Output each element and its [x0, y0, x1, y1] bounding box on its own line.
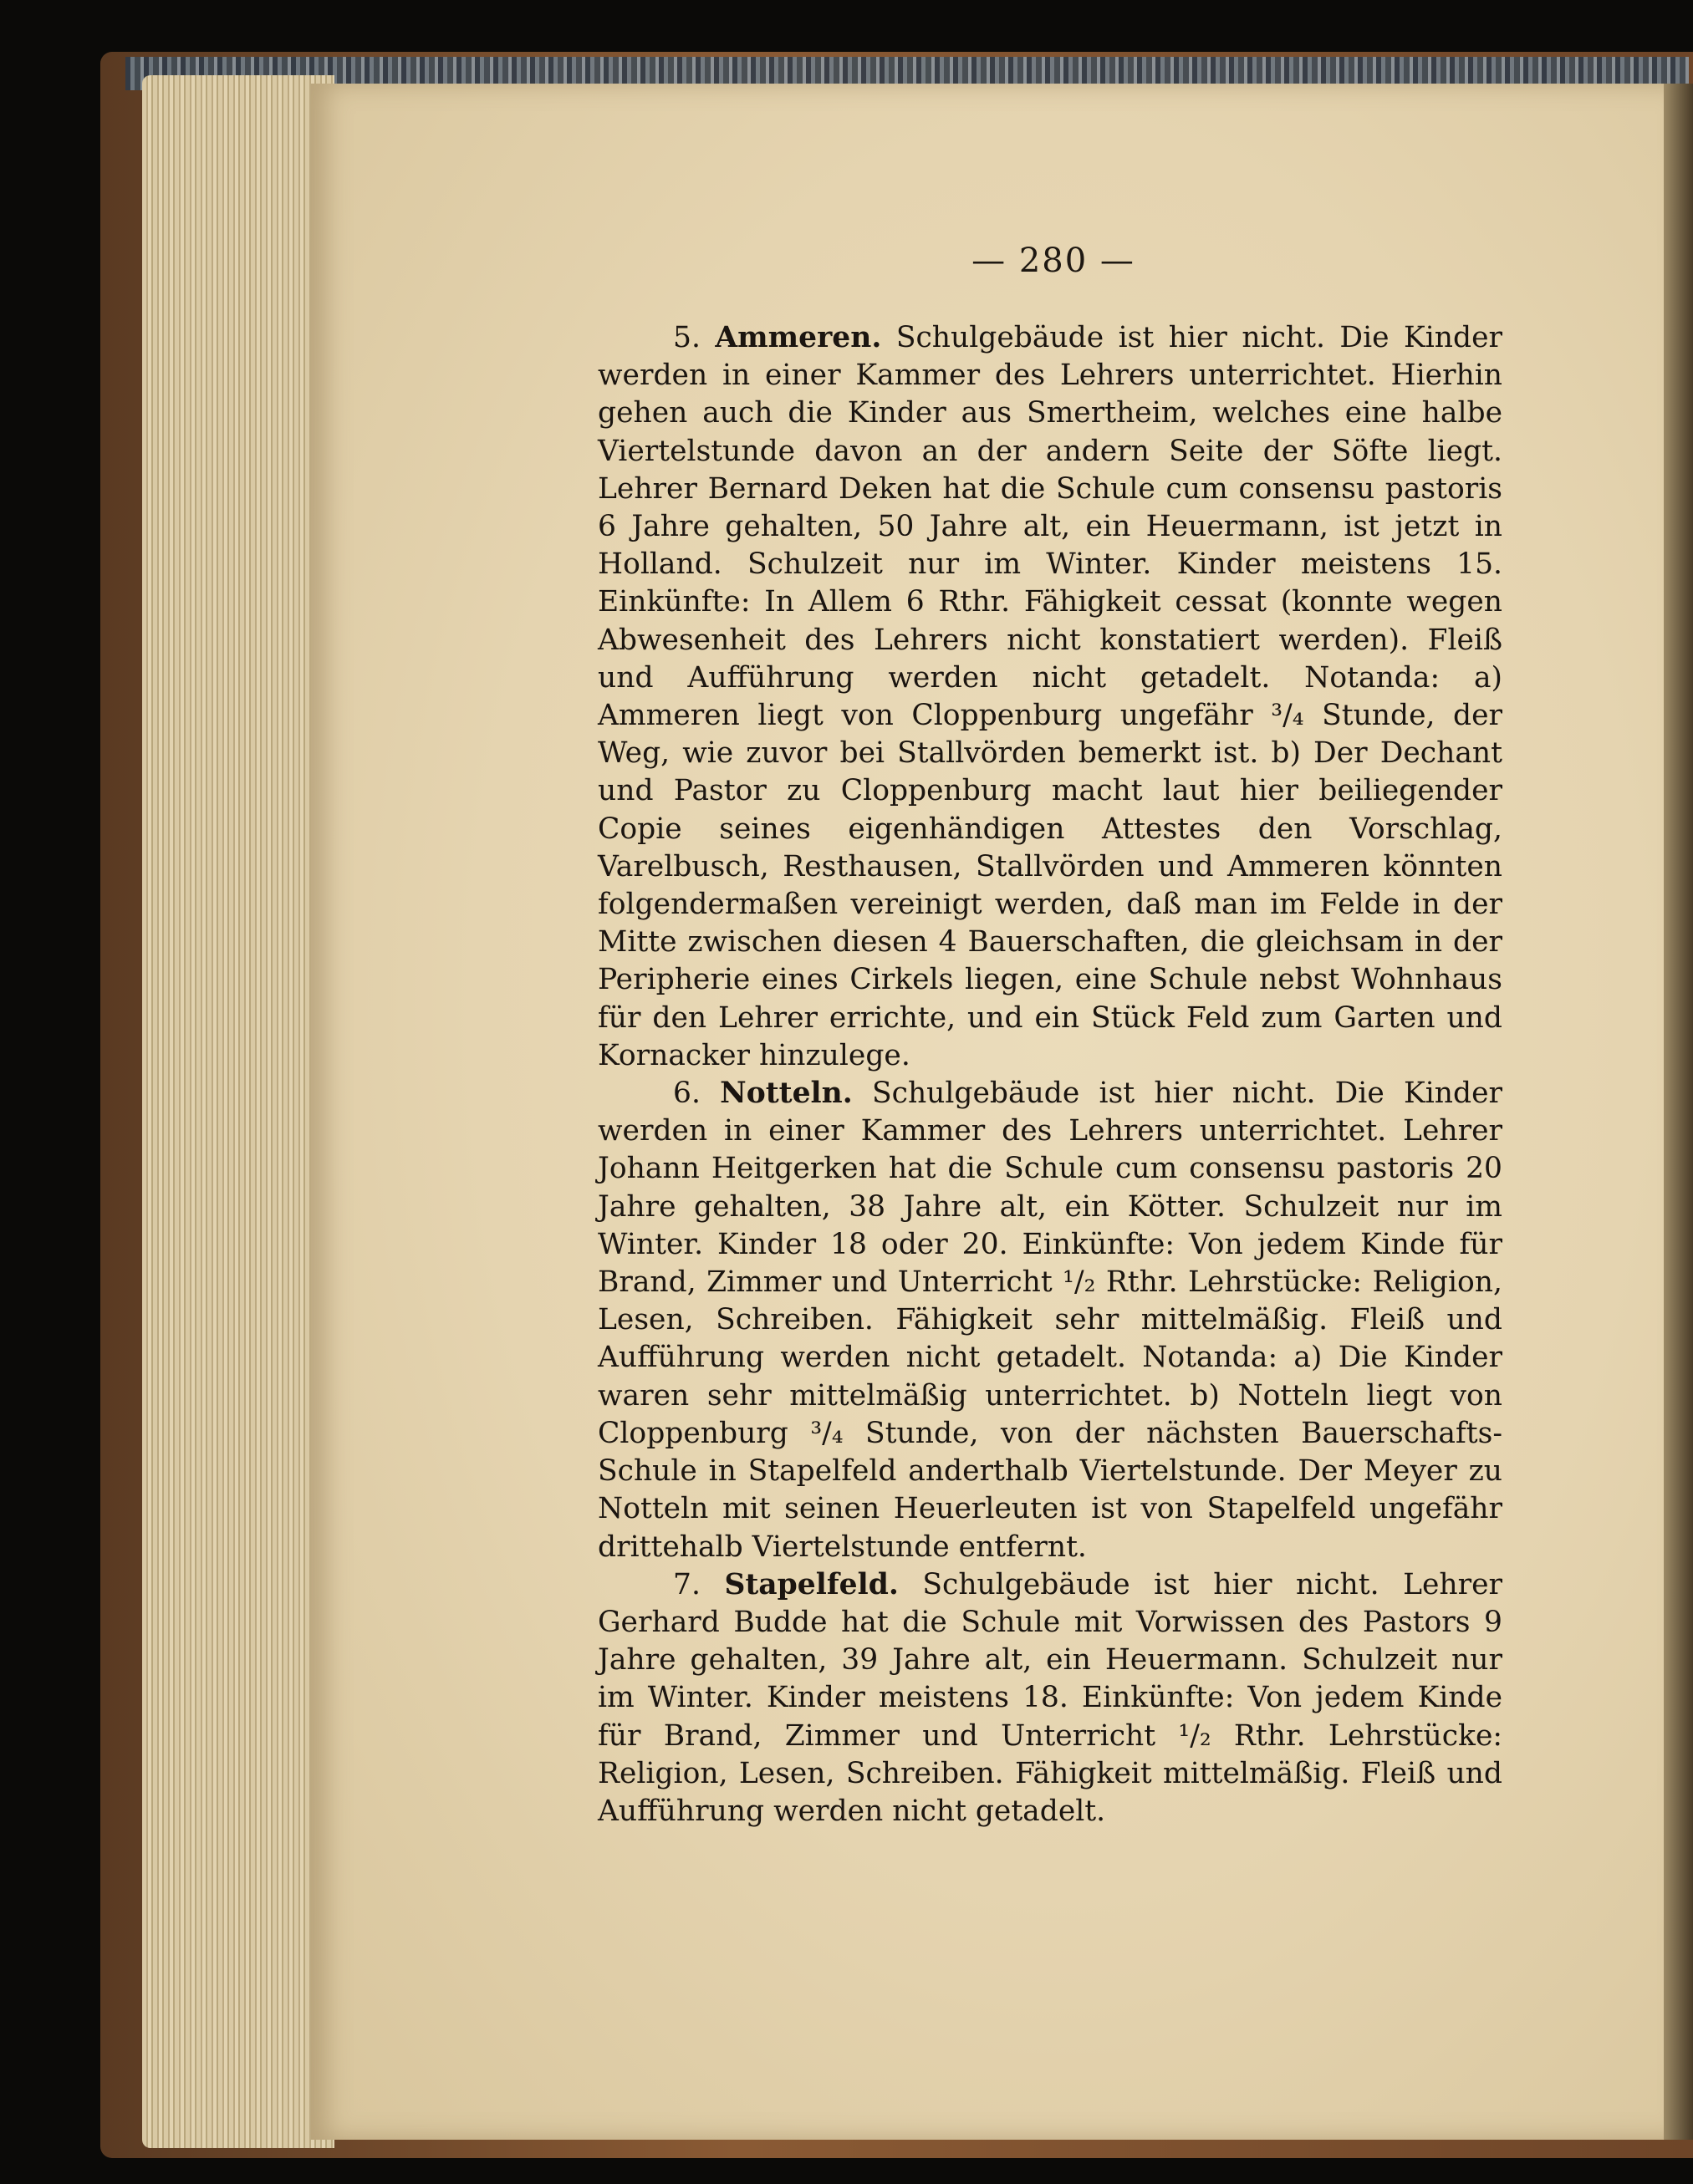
entry-text: Schulgebäude ist hier nicht. Die Kinder werden in einer Kammer des Lehrers unterrichtet. Lehrer Johann Heitgerken hat die Schule cum consensu pastoris 20 Jahre gehalten, 38 Jahre alt, ein Kötter. Schulzeit nur im Winter. Kinder 18 oder 20. Einkünfte: Von jedem Kinde für Brand, Zimmer und Unterricht ¹/₂ Rthr. Lehrstücke: Religion, Lesen, Schreiben. Fähigkeit sehr mittelmäßig. Fleiß und Aufführung werden nicht getadelt. Notanda: a) Die Kinder waren sehr mittelmäßig unterrichtet. b) Notteln liegt von Cloppenburg ³/₄ Stunde, von der nächsten Bauerschafts-Schule in Stapelfeld anderthalb Viertelstunde. Der Meyer zu Notteln mit seinen Heuerleuten ist von Stapelfeld ungefähr drittehalb Viertelstunde entfernt. [598, 1077, 1503, 1564]
page-number: — 280 — [971, 242, 1135, 280]
entry-stapelfeld [598, 1566, 1502, 1830]
entry-text: Schulgebäude ist hier nicht. Die Kinder werden in einer Kammer des Lehrers unterrichtet. Hierhin gehen auch die Kinder aus Smertheim, welches eine halbe Viertelstunde davon an der andern Seite der Söfte liegt. Lehrer Bernard Deken hat die Schule cum consensu pastoris 6 Jahre gehalten, 50 Jahre alt, ein Heuermann, ist jetzt in Holland. Schulzeit nur im Winter. Kinder meistens 15. Einkünfte: In Allem 6 Rthr. Fähigkeit cessat (konnte wegen Abwesenheit des Lehrers nicht konstatiert werden). Fleiß und Aufführung werden nicht getadelt. Notanda: a) Ammeren liegt von Cloppenburg ungefähr ³/₄ Stunde, der Weg, wie zuvor bei Stallvörden bemerkt ist. b) Der Dechant und Pastor zu Cloppenburg macht laut hier beiliegender Copie seines eigenhändigen Attestes den Vorschlag, Varelbusch, Resthausen, Stallvörden und Ammeren könnten folgendermaßen vereinigt werden, daß man im Felde in der Mitte zwischen diesen 4 Bauerschaften, die gleichsam in der Peripherie eines Cirkels liegen, eine Schule nebst Wohnhaus für den Lehrer errichte, und ein Stück Feld zum Garten und Kornacker hinzulege. [598, 321, 1503, 1072]
entry-place-name: Notteln. [720, 1077, 853, 1111]
entry-number: 5. [673, 321, 701, 354]
entry-notteln [598, 1075, 1502, 1566]
entry-ammeren [598, 319, 1502, 1075]
entry-place-name: Ammeren. [715, 321, 882, 354]
entry-place-name: Stapelfeld. [724, 1567, 899, 1601]
page-stack-edges [142, 75, 334, 2148]
body-text [598, 319, 1502, 1891]
entry-text: Schulgebäude ist hier nicht. Lehrer Gerhard Budde hat die Schule mit Vorwissen des Pastors 9 Jahre gehalten, 39 Jahre alt, ein Heuermann. Schulzeit nur im Winter. Kinder meistens 18. Einkünfte: Von jedem Kinde für Brand, Zimmer und Unterricht ¹/₂ Rthr. Lehrstücke: Religion, Lesen, Schreiben. Fähigkeit mittelmäßig. Fleiß und Aufführung werden nicht getadelt. [598, 1567, 1503, 1828]
entry-number: 6. [673, 1077, 701, 1111]
entry-number: 7. [673, 1567, 701, 1601]
book-gutter [1664, 84, 1693, 2140]
